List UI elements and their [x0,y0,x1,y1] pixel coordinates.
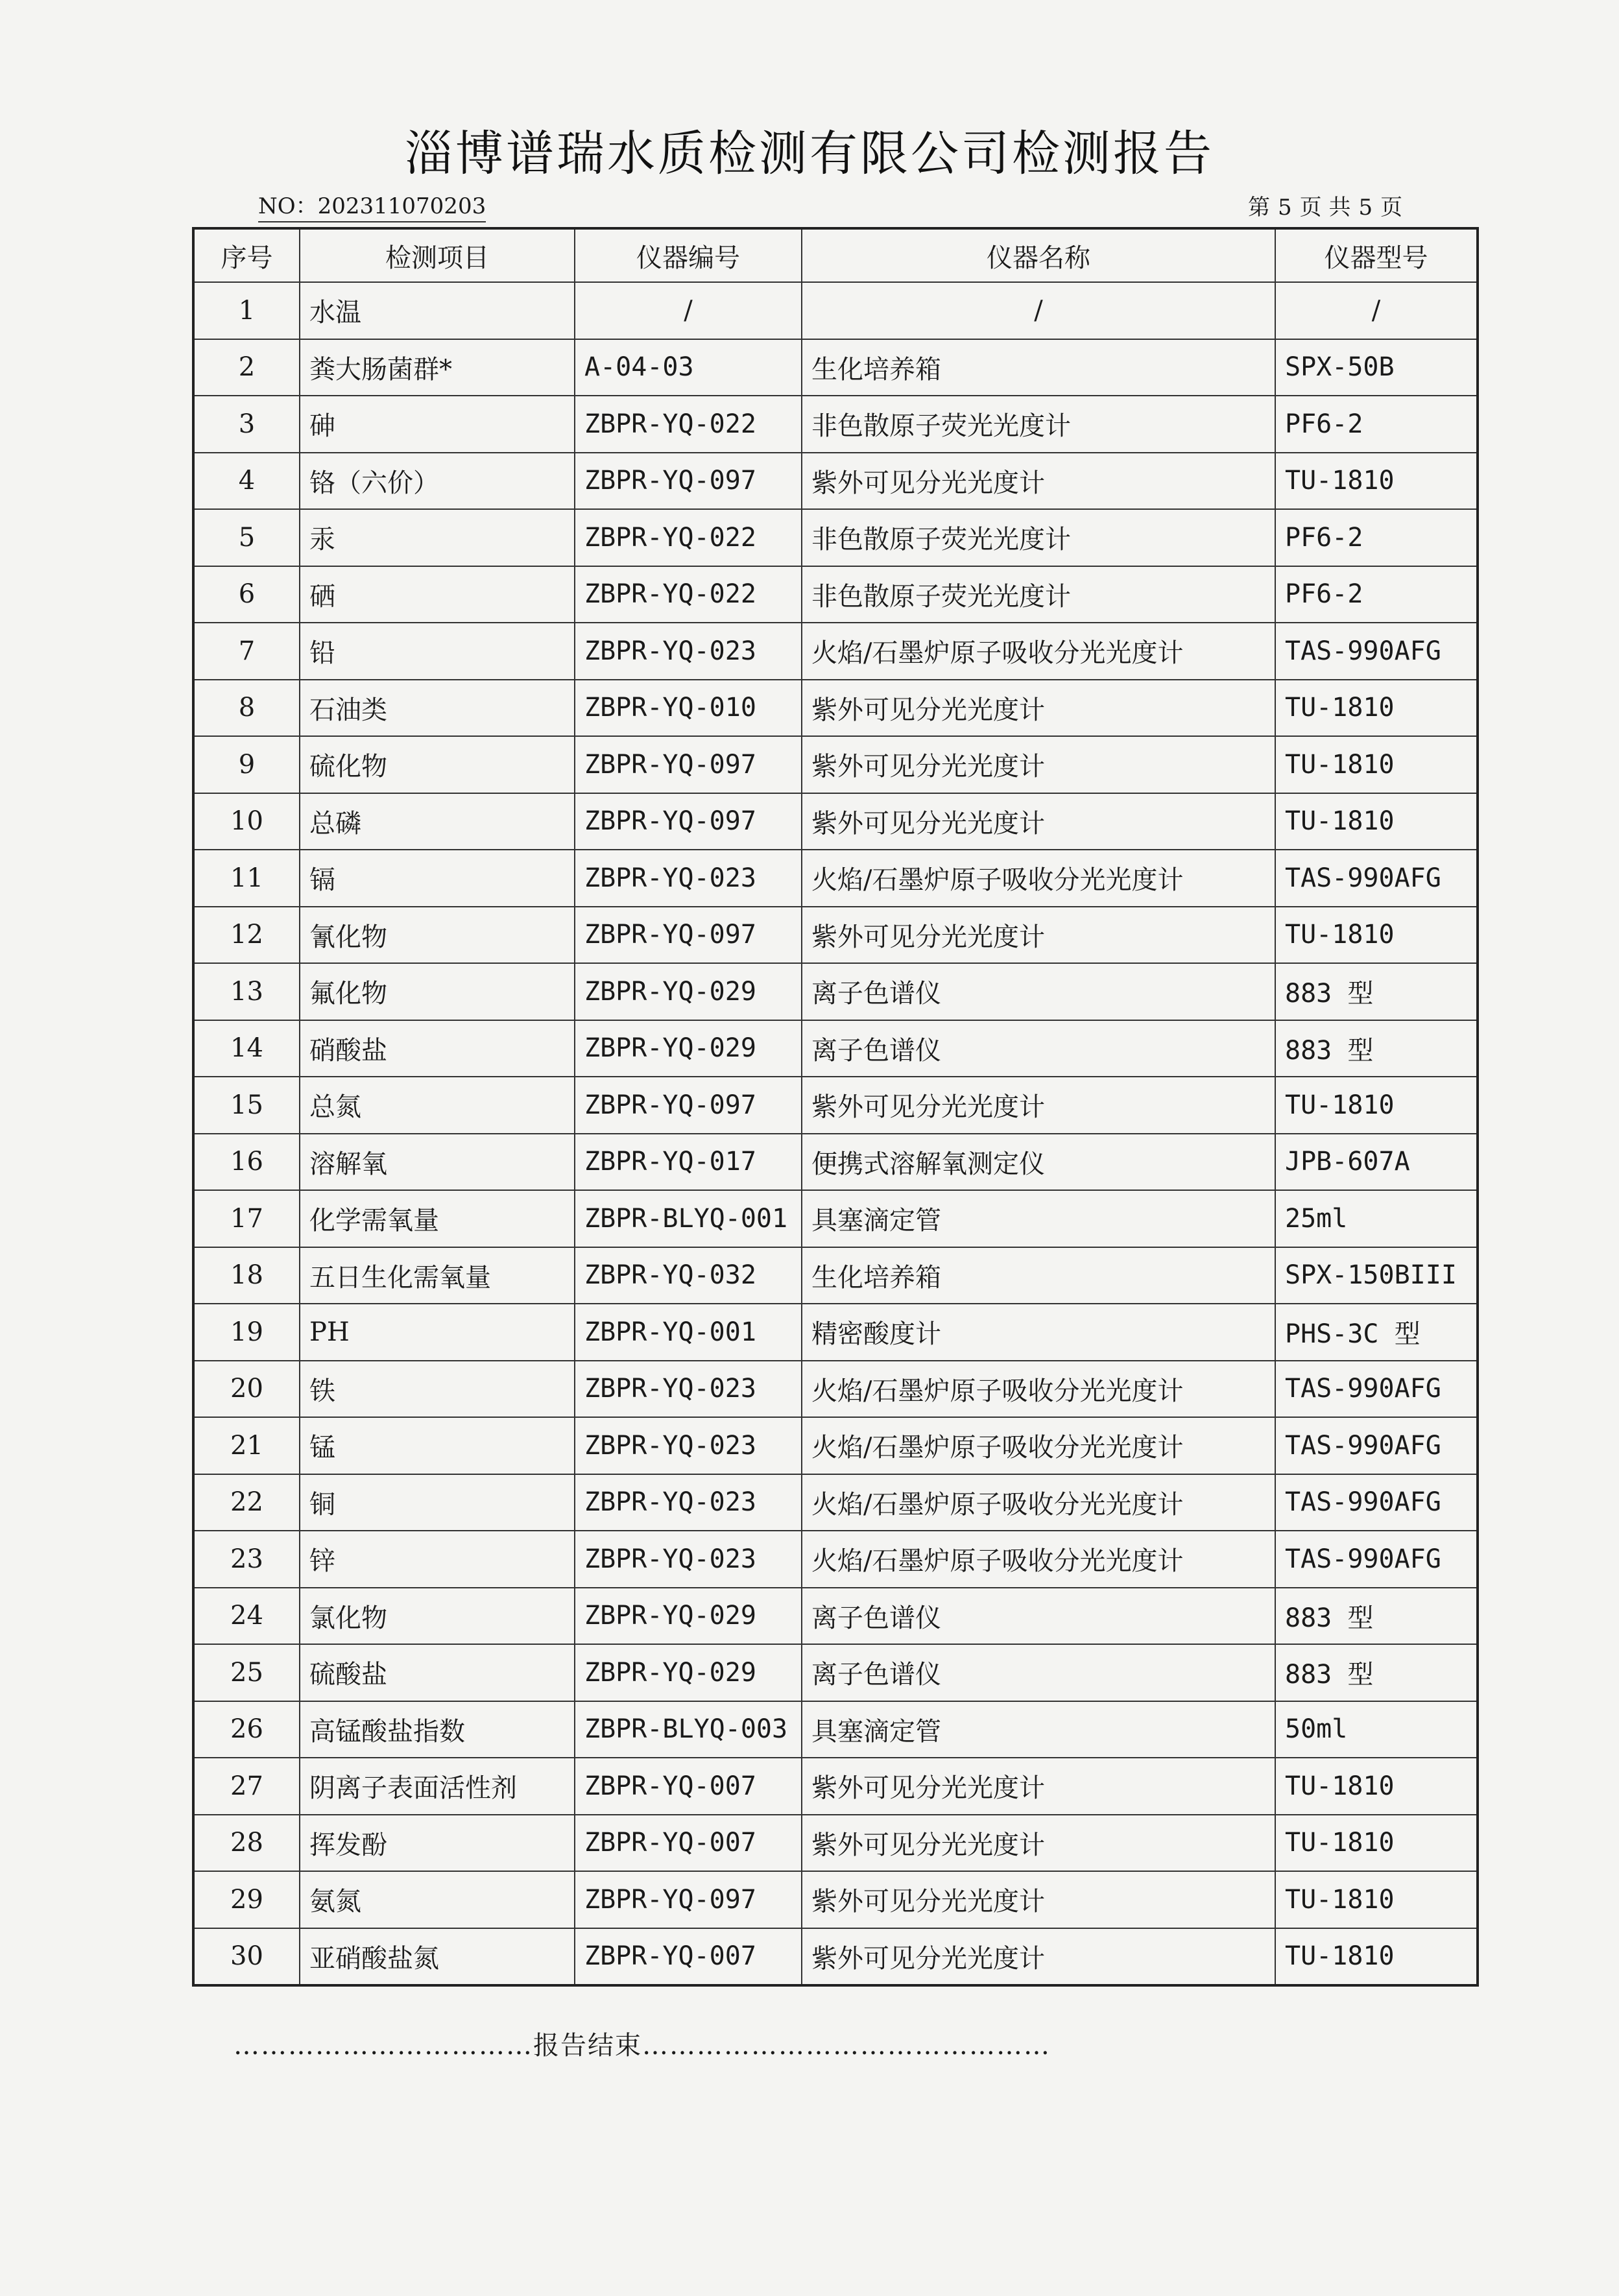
row-instrument-code: ZBPR-YQ-022 [575,396,802,453]
row-instrument-name: 紫外可见分光光度计 [802,1758,1275,1815]
row-seq: 26 [193,1701,300,1758]
row-instrument-code: ZBPR-YQ-097 [575,1871,802,1928]
row-instrument-code: ZBPR-YQ-022 [575,566,802,623]
row-seq: 3 [193,396,300,453]
row-instrument-name: 紫外可见分光光度计 [802,680,1275,737]
row-item: 硫化物 [300,736,575,793]
header-seq: 序号 [193,228,300,282]
table-row [193,1815,1478,1872]
row-instrument-code: ZBPR-YQ-023 [575,1417,802,1474]
row-instrument-code: ZBPR-YQ-022 [575,509,802,566]
row-instrument-code: ZBPR-YQ-023 [575,1531,802,1588]
row-instrument-model: TU-1810 [1275,907,1478,964]
row-item: 氨氮 [300,1871,575,1928]
row-seq: 20 [193,1361,300,1418]
row-item: 汞 [300,509,575,566]
row-item: 氯化物 [300,1588,575,1645]
row-instrument-code: ZBPR-YQ-097 [575,736,802,793]
row-seq: 7 [193,623,300,680]
row-instrument-code: / [575,282,802,339]
report-end-line: ……………………………报告结束……………………………………… [234,2031,1051,2061]
row-instrument-code: ZBPR-YQ-017 [575,1134,802,1191]
row-item: 石油类 [300,680,575,737]
row-instrument-model: PF6-2 [1275,396,1478,453]
row-item: 阴离子表面活性剂 [300,1758,575,1815]
row-seq: 2 [193,339,300,396]
table-row [193,1474,1478,1531]
header-item: 检测项目 [300,228,575,282]
row-instrument-code: ZBPR-YQ-097 [575,907,802,964]
row-seq: 27 [193,1758,300,1815]
page-prefix: 第 [1248,195,1270,221]
row-instrument-model: TAS-990AFG [1275,1417,1478,1474]
row-seq: 25 [193,1644,300,1701]
row-instrument-model: TU-1810 [1275,736,1478,793]
table-header-row [193,228,1478,282]
header-name: 仪器名称 [802,228,1275,282]
table-row [193,1134,1478,1191]
row-instrument-code: ZBPR-YQ-097 [575,1077,802,1134]
row-instrument-model: 883 型 [1275,1588,1478,1645]
row-instrument-name: 非色散原子荧光光度计 [802,566,1275,623]
row-instrument-name: 生化培养箱 [802,1247,1275,1304]
table-row [193,623,1478,680]
row-instrument-model: TAS-990AFG [1275,623,1478,680]
row-instrument-name: 离子色谱仪 [802,1644,1275,1701]
table-row [193,1077,1478,1134]
row-seq: 16 [193,1134,300,1191]
row-instrument-model: JPB-607A [1275,1134,1478,1191]
table-row [193,453,1478,510]
row-instrument-name: / [802,282,1275,339]
row-instrument-model: TU-1810 [1275,1928,1478,1986]
table-row [193,1417,1478,1474]
row-instrument-name: 火焰/石墨炉原子吸收分光光度计 [802,1474,1275,1531]
row-instrument-model: TAS-990AFG [1275,1531,1478,1588]
row-item: 化学需氧量 [300,1190,575,1247]
report-title: 淄博谱瑞水质检测有限公司检测报告 [405,126,1214,182]
table-row [193,1928,1478,1986]
row-instrument-model: TU-1810 [1275,680,1478,737]
row-instrument-model: 883 型 [1275,1020,1478,1077]
table-row [193,1758,1478,1815]
table-row [193,850,1478,907]
row-instrument-model: 883 型 [1275,963,1478,1020]
page-current: 5 [1278,195,1292,221]
row-item: 铜 [300,1474,575,1531]
row-instrument-name: 具塞滴定管 [802,1701,1275,1758]
row-item: 锌 [300,1531,575,1588]
row-seq: 14 [193,1020,300,1077]
instrument-table [192,227,1479,1987]
row-seq: 5 [193,509,300,566]
row-instrument-code: ZBPR-YQ-029 [575,1020,802,1077]
table-body [193,282,1478,1985]
row-seq: 24 [193,1588,300,1645]
row-seq: 1 [193,282,300,339]
row-seq: 11 [193,850,300,907]
row-seq: 17 [193,1190,300,1247]
row-instrument-model: PF6-2 [1275,509,1478,566]
table-row [193,566,1478,623]
row-instrument-name: 离子色谱仪 [802,963,1275,1020]
table-row [193,680,1478,737]
row-instrument-name: 便携式溶解氧测定仪 [802,1134,1275,1191]
table-row [193,963,1478,1020]
row-item: PH [300,1304,575,1361]
row-instrument-model: TU-1810 [1275,793,1478,850]
row-instrument-model: TU-1810 [1275,1871,1478,1928]
row-item: 硝酸盐 [300,1020,575,1077]
row-instrument-code: ZBPR-YQ-029 [575,1644,802,1701]
page-total: 5 [1358,195,1373,221]
row-instrument-model: TU-1810 [1275,1815,1478,1872]
row-item: 溶解氧 [300,1134,575,1191]
row-instrument-code: ZBPR-YQ-029 [575,1588,802,1645]
row-instrument-model: TU-1810 [1275,453,1478,510]
page-suffix: 页 [1380,195,1403,221]
row-instrument-model: 50ml [1275,1701,1478,1758]
row-item: 硫酸盐 [300,1644,575,1701]
row-instrument-code: ZBPR-YQ-023 [575,850,802,907]
row-instrument-code: ZBPR-BLYQ-001 [575,1190,802,1247]
row-item: 挥发酚 [300,1815,575,1872]
table-row [193,1361,1478,1418]
row-instrument-code: ZBPR-YQ-097 [575,793,802,850]
row-item: 五日生化需氧量 [300,1247,575,1304]
row-item: 氰化物 [300,907,575,964]
row-instrument-model: 883 型 [1275,1644,1478,1701]
row-instrument-code: ZBPR-YQ-007 [575,1928,802,1986]
table-row [193,339,1478,396]
row-item: 亚硝酸盐氮 [300,1928,575,1986]
row-instrument-code: ZBPR-YQ-029 [575,963,802,1020]
row-instrument-model: TAS-990AFG [1275,850,1478,907]
row-instrument-code: ZBPR-YQ-007 [575,1815,802,1872]
row-seq: 23 [193,1531,300,1588]
row-instrument-name: 精密酸度计 [802,1304,1275,1361]
table-row [193,509,1478,566]
row-seq: 21 [193,1417,300,1474]
row-seq: 8 [193,680,300,737]
row-seq: 10 [193,793,300,850]
row-instrument-code: A-04-03 [575,339,802,396]
row-instrument-code: ZBPR-BLYQ-003 [575,1701,802,1758]
row-seq: 22 [193,1474,300,1531]
row-instrument-model: / [1275,282,1478,339]
row-item: 锰 [300,1417,575,1474]
table-row [193,1701,1478,1758]
row-instrument-name: 具塞滴定管 [802,1190,1275,1247]
row-seq: 30 [193,1928,300,1986]
row-item: 氟化物 [300,963,575,1020]
header-model: 仪器型号 [1275,228,1478,282]
row-item: 水温 [300,282,575,339]
table-row [193,396,1478,453]
row-instrument-name: 火焰/石墨炉原子吸收分光光度计 [802,1361,1275,1418]
page-indicator [1244,189,1406,221]
row-instrument-name: 紫外可见分光光度计 [802,736,1275,793]
row-item: 硒 [300,566,575,623]
row-item: 高锰酸盐指数 [300,1701,575,1758]
row-seq: 4 [193,453,300,510]
row-instrument-code: ZBPR-YQ-001 [575,1304,802,1361]
row-instrument-name: 生化培养箱 [802,339,1275,396]
row-instrument-model: SPX-50B [1275,339,1478,396]
table-row [193,282,1478,339]
row-instrument-name: 离子色谱仪 [802,1020,1275,1077]
row-seq: 19 [193,1304,300,1361]
row-instrument-model: TAS-990AFG [1275,1361,1478,1418]
row-instrument-model: PF6-2 [1275,566,1478,623]
row-instrument-name: 非色散原子荧光光度计 [802,396,1275,453]
row-instrument-code: ZBPR-YQ-097 [575,453,802,510]
row-instrument-name: 紫外可见分光光度计 [802,1928,1275,1986]
row-instrument-name: 火焰/石墨炉原子吸收分光光度计 [802,850,1275,907]
row-instrument-name: 紫外可见分光光度计 [802,1815,1275,1872]
row-item: 粪大肠菌群* [300,339,575,396]
table-row [193,1531,1478,1588]
table-row [193,1304,1478,1361]
row-seq: 9 [193,736,300,793]
row-seq: 15 [193,1077,300,1134]
row-instrument-model: TU-1810 [1275,1758,1478,1815]
table-row [193,907,1478,964]
row-instrument-code: ZBPR-YQ-023 [575,1361,802,1418]
row-instrument-name: 紫外可见分光光度计 [802,1871,1275,1928]
row-item: 铅 [300,623,575,680]
row-seq: 28 [193,1815,300,1872]
table-row [193,736,1478,793]
row-item: 铬（六价） [300,453,575,510]
table-row [193,1190,1478,1247]
row-item: 砷 [300,396,575,453]
row-instrument-name: 非色散原子荧光光度计 [802,509,1275,566]
report-number: NO：202311070203 [258,188,486,222]
header-code: 仪器编号 [575,228,802,282]
row-instrument-code: ZBPR-YQ-023 [575,1474,802,1531]
row-instrument-code: ZBPR-YQ-032 [575,1247,802,1304]
row-instrument-model: 25ml [1275,1190,1478,1247]
row-item: 铁 [300,1361,575,1418]
row-instrument-model: SPX-150BIII [1275,1247,1478,1304]
table-row [193,1588,1478,1645]
table-row [193,1247,1478,1304]
row-instrument-code: ZBPR-YQ-007 [575,1758,802,1815]
row-instrument-code: ZBPR-YQ-023 [575,623,802,680]
row-instrument-name: 紫外可见分光光度计 [802,453,1275,510]
table-row [193,1644,1478,1701]
row-instrument-code: ZBPR-YQ-010 [575,680,802,737]
table-row [193,793,1478,850]
row-item: 总磷 [300,793,575,850]
table-row [193,1020,1478,1077]
row-instrument-name: 火焰/石墨炉原子吸收分光光度计 [802,1417,1275,1474]
row-seq: 6 [193,566,300,623]
row-seq: 12 [193,907,300,964]
row-instrument-model: TU-1810 [1275,1077,1478,1134]
row-instrument-model: PHS-3C 型 [1275,1304,1478,1361]
row-instrument-name: 紫外可见分光光度计 [802,1077,1275,1134]
row-instrument-name: 火焰/石墨炉原子吸收分光光度计 [802,623,1275,680]
row-item: 镉 [300,850,575,907]
row-seq: 13 [193,963,300,1020]
row-seq: 29 [193,1871,300,1928]
row-instrument-name: 离子色谱仪 [802,1588,1275,1645]
row-item: 总氮 [300,1077,575,1134]
row-instrument-name: 火焰/石墨炉原子吸收分光光度计 [802,1531,1275,1588]
row-seq: 18 [193,1247,300,1304]
page-middle: 页 共 [1299,195,1351,221]
table-row [193,1871,1478,1928]
row-instrument-model: TAS-990AFG [1275,1474,1478,1531]
row-instrument-name: 紫外可见分光光度计 [802,793,1275,850]
row-instrument-name: 紫外可见分光光度计 [802,907,1275,964]
